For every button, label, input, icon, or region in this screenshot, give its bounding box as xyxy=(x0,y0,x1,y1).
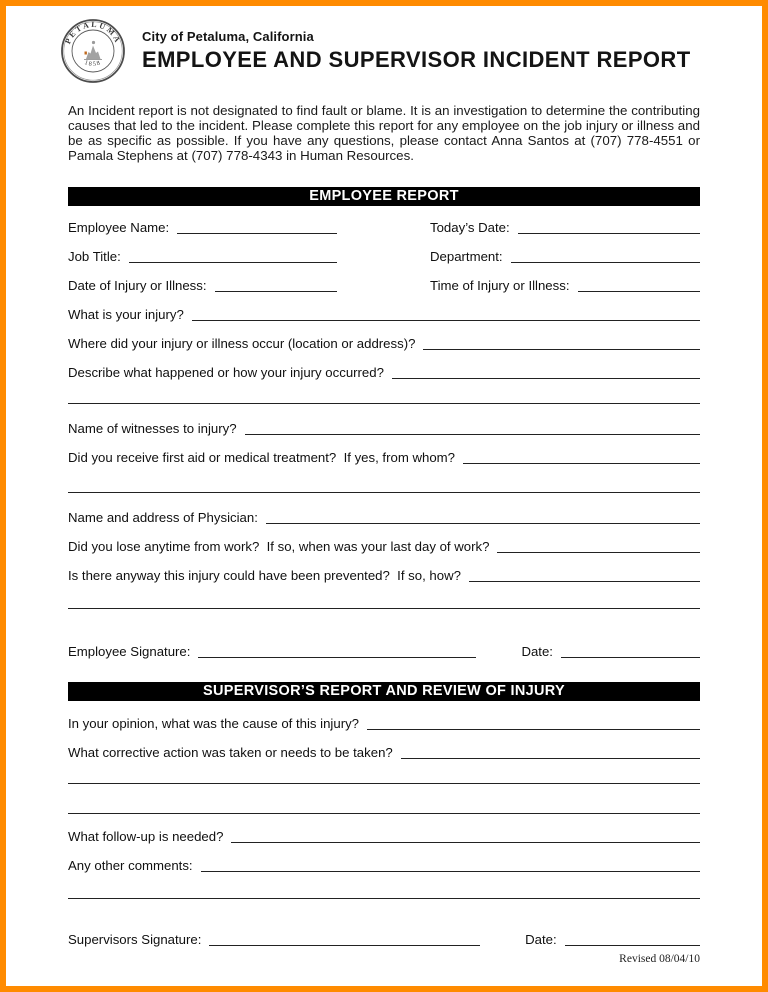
field-todays-date xyxy=(430,219,700,236)
blank-line-full xyxy=(68,783,700,784)
field-row xyxy=(68,248,700,265)
blank-line xyxy=(215,290,337,292)
field-describe-injury xyxy=(68,364,700,381)
field-prevention xyxy=(68,567,700,584)
blank-line-full xyxy=(68,403,700,404)
blank-line xyxy=(511,261,700,263)
field-follow-up xyxy=(68,828,700,845)
revision-note: Revised 08/04/10 xyxy=(619,952,700,965)
field-label: Any other comments: xyxy=(68,857,193,873)
field-label: What follow-up is needed? xyxy=(68,828,224,844)
blank-line xyxy=(463,462,700,464)
field-physician xyxy=(68,509,700,526)
field-label: Where did your injury or illness occur (location or address)? xyxy=(68,335,416,351)
field-corrective-action xyxy=(68,744,700,761)
field-label: Name and address of Physician: xyxy=(68,509,258,525)
section-header-employee-report xyxy=(68,187,700,206)
date-line xyxy=(565,944,700,946)
blank-line xyxy=(392,377,700,379)
blank-line xyxy=(367,728,700,730)
signature-line xyxy=(198,656,476,658)
signature-line xyxy=(209,944,480,946)
field-other-comments xyxy=(68,857,700,874)
field-label: Employee Signature: xyxy=(68,643,191,659)
blank-line xyxy=(192,319,700,321)
field-label: Did you receive first aid or medical treatment? If yes, from whom? xyxy=(68,449,455,465)
blank-line-full xyxy=(68,813,700,814)
blank-line-full xyxy=(68,898,700,899)
field-label: Is there anyway this injury could have been prevented? If so, how? xyxy=(68,567,461,583)
blank-line xyxy=(266,522,700,524)
field-time-of-injury xyxy=(430,277,700,294)
field-label: Today’s Date: xyxy=(430,219,510,235)
blank-line xyxy=(201,870,700,872)
field-witnesses xyxy=(68,420,700,437)
blank-line-full xyxy=(68,608,700,609)
seal-ring-text: PETALUMA xyxy=(63,19,123,46)
blank-line xyxy=(231,841,700,843)
blank-line-full xyxy=(68,492,700,493)
blank-line xyxy=(401,757,700,759)
date-line xyxy=(561,656,700,658)
blank-line xyxy=(469,580,700,582)
field-label: Name of witnesses to injury? xyxy=(68,420,237,436)
field-label: Job Title: xyxy=(68,248,121,264)
blank-line xyxy=(245,433,700,435)
blank-line xyxy=(177,232,337,234)
field-label: Date: xyxy=(521,643,553,659)
city-name: City of Petaluma, California xyxy=(142,29,314,44)
blank-line xyxy=(423,348,700,350)
field-employee-name xyxy=(68,219,337,236)
field-what-is-injury xyxy=(68,306,700,323)
blank-line xyxy=(497,551,700,553)
header-text xyxy=(142,29,691,73)
document-title: EMPLOYEE AND SUPERVISOR INCIDENT REPORT xyxy=(142,47,691,72)
field-label: Supervisors Signature: xyxy=(68,931,202,947)
blank-line xyxy=(578,290,701,292)
field-row xyxy=(68,277,700,294)
field-job-title xyxy=(68,248,337,265)
field-label: What is your injury? xyxy=(68,306,184,322)
seal-year-text: 1858 xyxy=(83,59,103,68)
employee-signature-row xyxy=(68,643,700,660)
field-label: What corrective action was taken or needs to be taken? xyxy=(68,744,393,760)
incident-report-document xyxy=(6,18,762,965)
field-department xyxy=(430,248,700,265)
city-seal-logo xyxy=(60,18,126,84)
field-label: Date: xyxy=(525,931,557,947)
field-label: Describe what happened or how your injury occurred? xyxy=(68,364,384,380)
field-label: In your opinion, what was the cause of this injury? xyxy=(68,715,360,731)
field-row xyxy=(68,219,700,236)
field-label: Department: xyxy=(430,248,503,264)
blank-line xyxy=(518,232,700,234)
field-label: Date of Injury or Illness: xyxy=(68,277,207,293)
supervisor-signature-row xyxy=(68,931,700,948)
field-injury-location xyxy=(68,335,700,352)
intro-paragraph: An Incident report is not designated to find fault or blame. It is an investigation to determine the contributing causes that led to the incident. Please complete this report for any employee on the job injury or illness and be as specific as possible. If you have any questions, please contact Anna Santos at (707) 778-4551 or Pamala Stephens at (707) 778-4343 in Human Resources. xyxy=(68,103,700,163)
field-label: Employee Name: xyxy=(68,219,170,235)
blank-line xyxy=(129,261,337,263)
field-label: Time of Injury or Illness: xyxy=(430,277,570,293)
field-first-aid xyxy=(68,449,700,466)
section-title: SUPERVISOR’S REPORT AND REVIEW OF INJURY xyxy=(203,682,565,699)
field-lost-time xyxy=(68,538,700,555)
field-label: Did you lose anytime from work? If so, when was your last day of work? xyxy=(68,538,490,554)
section-title: EMPLOYEE REPORT xyxy=(309,187,459,204)
field-date-of-injury xyxy=(68,277,337,294)
document-header xyxy=(60,18,700,84)
field-cause-of-injury xyxy=(68,715,700,732)
section-header-supervisor-report xyxy=(68,682,700,701)
